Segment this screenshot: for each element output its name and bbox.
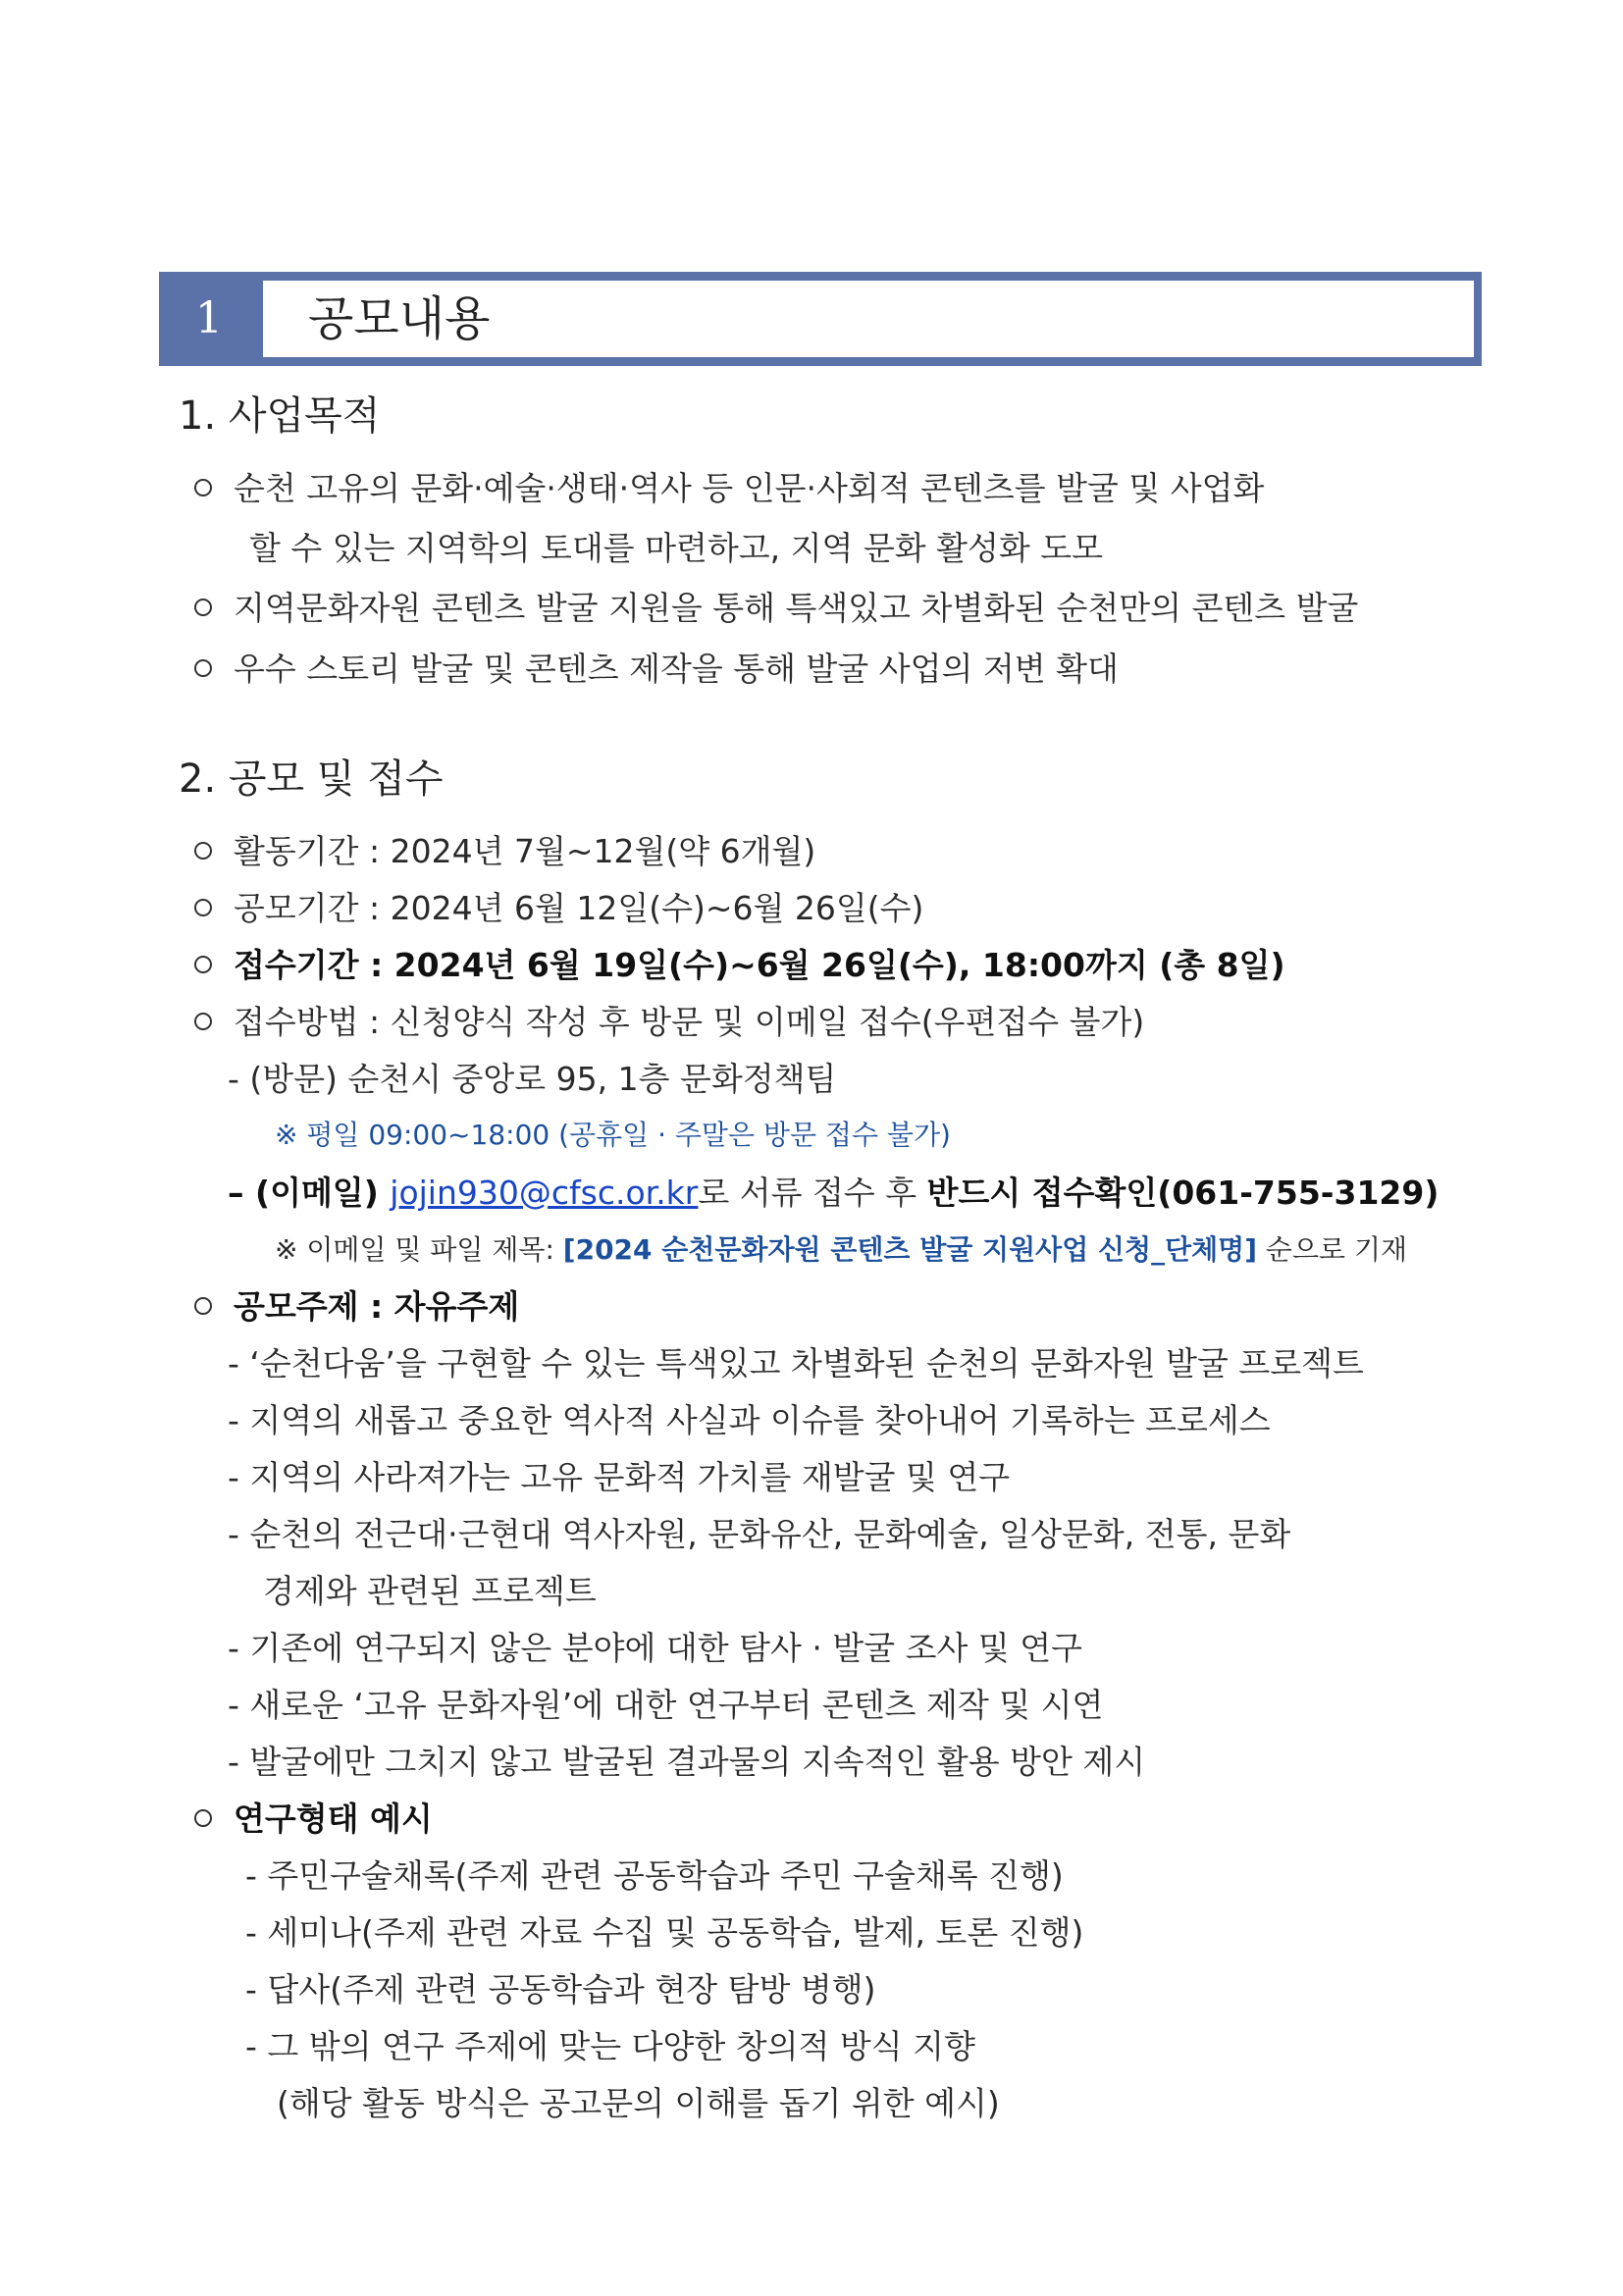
heading-application: 2. 공모 및 접수	[179, 757, 444, 802]
theme-item: - 발굴에만 그치지 않고 발굴된 결과물의 지속적인 활용 방안 제시	[228, 1743, 1146, 1781]
theme-item-continued: 경제와 관련된 프로젝트	[263, 1572, 597, 1610]
activity-period: 활동기간 : 2024년 7월~12월(약 6개월)	[194, 826, 815, 872]
visit-note: ※ 평일 09:00~18:00 (공휴일 · 주말은 방문 접수 불가)	[275, 1119, 951, 1151]
circle-bullet-icon	[194, 1297, 212, 1315]
email-line: – (이메일) jojin930@cfsc.or.kr로 서류 접수 후 반드시 접수확인(061-755-3129)	[228, 1174, 1440, 1212]
heading-purpose: 1. 사업목적	[179, 393, 381, 439]
section-title-box	[263, 281, 1474, 357]
research-line: 연구형태 예시	[194, 1794, 433, 1840]
circle-bullet-icon	[194, 1809, 212, 1827]
circle-bullet-icon	[194, 599, 212, 616]
theme-line: 공모주제 : 자유주제	[194, 1281, 519, 1328]
theme-item: - ‘순천다움’을 구현할 수 있는 특색있고 차별화된 순천의 문화자원 발굴 프로젝트	[228, 1344, 1364, 1383]
circle-bullet-icon	[194, 956, 212, 973]
circle-bullet-icon	[194, 659, 212, 677]
email-link[interactable]: jojin930@cfsc.or.kr	[390, 1174, 699, 1212]
reception-method: 접수방법 : 신청양식 작성 후 방문 및 이메일 접수(우편접수 불가)	[194, 997, 1144, 1043]
research-item: - 주민구술채록(주제 관련 공동학습과 주민 구술채록 진행)	[245, 1856, 1064, 1895]
research-item-continued: (해당 활동 방식은 공고문의 이해를 돕기 위한 예시)	[277, 2084, 1000, 2122]
section-banner	[159, 272, 1482, 366]
email-note: ※ 이메일 및 파일 제목: [2024 순천문화자원 콘텐츠 발굴 지원사업 신청_단체명] 순으로 기재	[275, 1233, 1408, 1266]
research-item: - 그 밖의 연구 주제에 맞는 다양한 창의적 방식 지향	[245, 2027, 975, 2065]
section-number: 1	[195, 293, 223, 343]
circle-bullet-icon	[194, 899, 212, 916]
circle-bullet-icon	[194, 479, 212, 496]
theme-item: - 지역의 새롭고 중요한 역사적 사실과 이슈를 찾아내어 기록하는 프로세스	[228, 1401, 1271, 1439]
section-title: 공모내용	[308, 291, 491, 346]
research-item: - 세미나(주제 관련 자료 수집 및 공동학습, 발제, 토론 진행)	[245, 1913, 1084, 1952]
theme-item: - 기존에 연구되지 않은 분야에 대한 탐사 · 발굴 조사 및 연구	[228, 1629, 1082, 1667]
visit-line: - (방문) 순천시 중앙로 95, 1층 문화정책팀	[228, 1060, 837, 1098]
purpose-item: 우수 스토리 발굴 및 콘텐츠 제작을 통해 발굴 사업의 저변 확대	[194, 644, 1119, 690]
email-subject-format: [2024 순천문화자원 콘텐츠 발굴 지원사업 신청_단체명]	[562, 1233, 1258, 1266]
research-item: - 답사(주제 관련 공동학습과 현장 탐방 병행)	[245, 1970, 876, 2009]
theme-item: - 새로운 ‘고유 문화자원’에 대한 연구부터 콘텐츠 제작 및 시연	[228, 1686, 1104, 1724]
circle-bullet-icon	[194, 842, 212, 860]
purpose-item: 순천 고유의 문화·예술·생태·역사 등 인문·사회적 콘텐츠를 발굴 및 사업화	[194, 463, 1264, 509]
theme-item: - 순천의 전근대·근현대 역사자원, 문화유산, 문화예술, 일상문화, 전통, 문화	[228, 1515, 1291, 1553]
purpose-item-continued: 할 수 있는 지역학의 토대를 마련하고, 지역 문화 활성화 도모	[249, 529, 1103, 567]
purpose-item: 지역문화자원 콘텐츠 발굴 지원을 통해 특색있고 차별화된 순천만의 콘텐츠 발굴	[194, 583, 1358, 629]
theme-item: - 지역의 사라져가는 고유 문화적 가치를 재발굴 및 연구	[228, 1458, 1011, 1496]
contest-period: 공모기간 : 2024년 6월 12일(수)~6월 26일(수)	[194, 883, 923, 929]
circle-bullet-icon	[194, 1013, 212, 1030]
reception-period: 접수기간 : 2024년 6월 19일(수)~6월 26일(수), 18:00까지 (총 8일)	[194, 940, 1285, 986]
